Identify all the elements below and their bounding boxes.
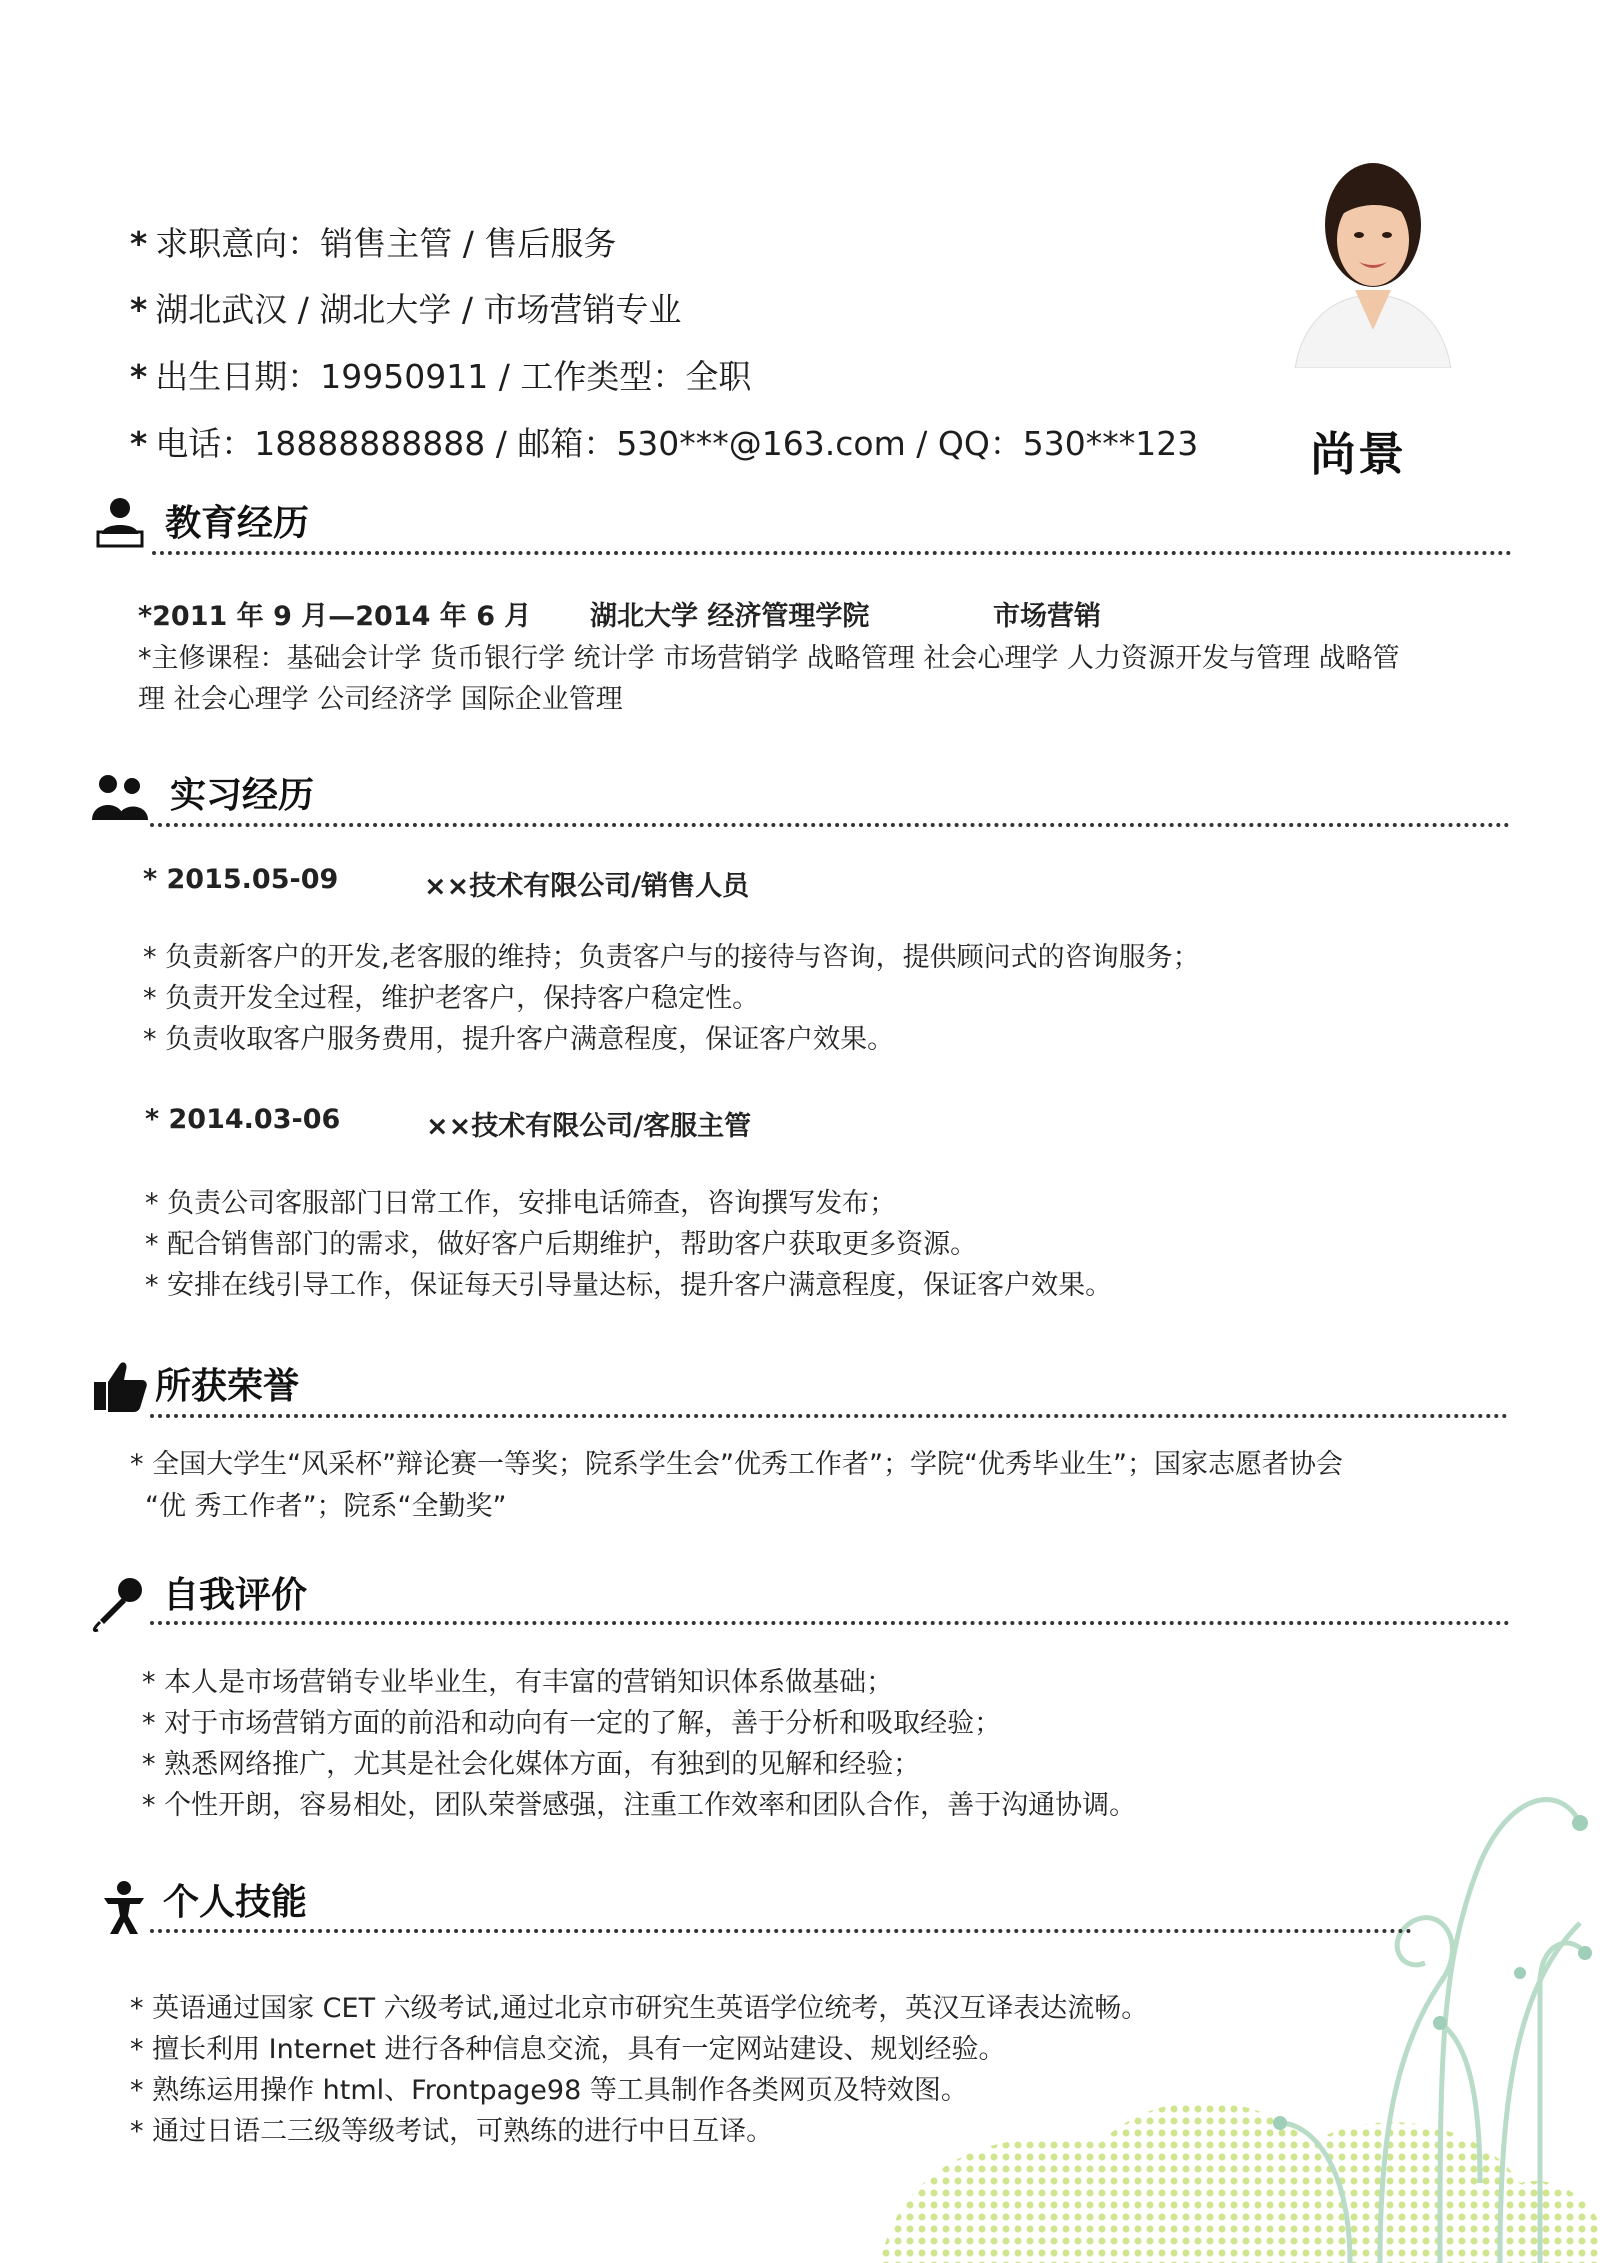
running-person-icon (96, 1880, 152, 1936)
education-divider (152, 551, 1512, 555)
job-2-duty-2: * 配合销售部门的需求，做好客户后期维护，帮助客户获取更多资源。 (145, 1229, 978, 1260)
profile-photo (1255, 130, 1491, 368)
education-courses-line2: 理 社会心理学 公司经济学 国际企业管理 (138, 684, 623, 715)
honors-divider (150, 1414, 1508, 1418)
person-desk-icon (92, 494, 148, 550)
education-school: 湖北大学 经济管理学院 (590, 601, 870, 632)
self-eval-title: 自我评价 (163, 1575, 308, 1616)
job-2-duty-1: * 负责公司客服部门日常工作，安排电话筛查，咨询撰写发布； (145, 1188, 897, 1219)
honors-title: 所获荣誉 (155, 1366, 300, 1407)
job-1-duty-1: * 负责新客户的开发,老客服的维持；负责客户与的接待与咨询，提供顾问式的咨询服务； (143, 942, 1200, 973)
skills-divider (150, 1929, 1412, 1933)
internship-divider (150, 823, 1510, 827)
job-1-company: ××技术有限公司/销售人员 (424, 871, 750, 902)
internship-title: 实习经历 (170, 775, 315, 816)
thumbs-up-icon (92, 1358, 148, 1414)
education-title: 教育经历 (165, 503, 310, 544)
honors-line1: * 全国大学生“风采杯”辩论赛一等奖；院系学生会”优秀工作者”；学院“优秀毕业生”；国家志愿者协会 (130, 1449, 1344, 1480)
self-eval-item-1: * 本人是市场营销专业毕业生，有丰富的营销知识体系做基础； (142, 1667, 894, 1698)
honors-line2: “优 秀工作者”；院系“全勤奖” (145, 1491, 507, 1522)
job-2-company: ××技术有限公司/客服主管 (426, 1111, 752, 1142)
education-courses-line1: *主修课程：基础会计学 货币银行学 统计学 市场营销学 战略管理 社会心理学 人力资源开发与管理 战略管 (138, 643, 1400, 674)
job-2-date: * 2014.03-06 (145, 1104, 341, 1135)
two-people-icon (90, 768, 150, 824)
skills-item-4: * 通过日语二三级等级考试，可熟练的进行中日互译。 (130, 2116, 774, 2147)
skills-item-2: * 擅长利用 Internet 进行各种信息交流，具有一定网站建设、规划经验。 (130, 2034, 1006, 2065)
decorative-plant-background (880, 1563, 1600, 2263)
header-line-contact: * 电话：18888888888 / 邮箱：530***@163.com / QQ：530***123 (130, 424, 1199, 463)
job-1-duty-2: * 负责开发全过程，维护老客户，保持客户稳定性。 (143, 983, 760, 1014)
header-line-birth: * 出生日期：19950911 / 工作类型：全职 (130, 357, 752, 396)
self-eval-item-3: * 熟悉网络推广，尤其是社会化媒体方面，有独到的见解和经验； (142, 1749, 921, 1780)
self-eval-item-2: * 对于市场营销方面的前沿和动向有一定的了解，善于分析和吸取经验； (142, 1708, 1002, 1739)
microphone-icon (90, 1576, 146, 1632)
header-line-job-intent: * 求职意向：销售主管 / 售后服务 (130, 224, 617, 263)
self-eval-item-4: * 个性开朗，容易相处，团队荣誉感强，注重工作效率和团队合作，善于沟通协调。 (142, 1790, 1137, 1821)
skills-title: 个人技能 (163, 1882, 308, 1923)
job-1-duty-3: * 负责收取客户服务费用，提升客户满意程度，保证客户效果。 (143, 1024, 895, 1055)
education-period: *2011 年 9 月—2014 年 6 月 (138, 601, 532, 632)
job-2-duty-3: * 安排在线引导工作，保证每天引导量达标，提升客户满意程度，保证客户效果。 (145, 1270, 1113, 1301)
skills-item-3: * 熟练运用操作 html、Frontpage98 等工具制作各类网页及特效图。 (130, 2075, 968, 2106)
job-1-date: * 2015.05-09 (143, 864, 339, 895)
header-line-location: * 湖北武汉 / 湖北大学 / 市场营销专业 (130, 290, 682, 329)
skills-item-1: * 英语通过国家 CET 六级考试,通过北京市研究生英语学位统考，英汉互译表达流畅。 (130, 1993, 1149, 2024)
candidate-name: 尚景 (1310, 427, 1406, 481)
education-major: 市场营销 (993, 601, 1101, 632)
